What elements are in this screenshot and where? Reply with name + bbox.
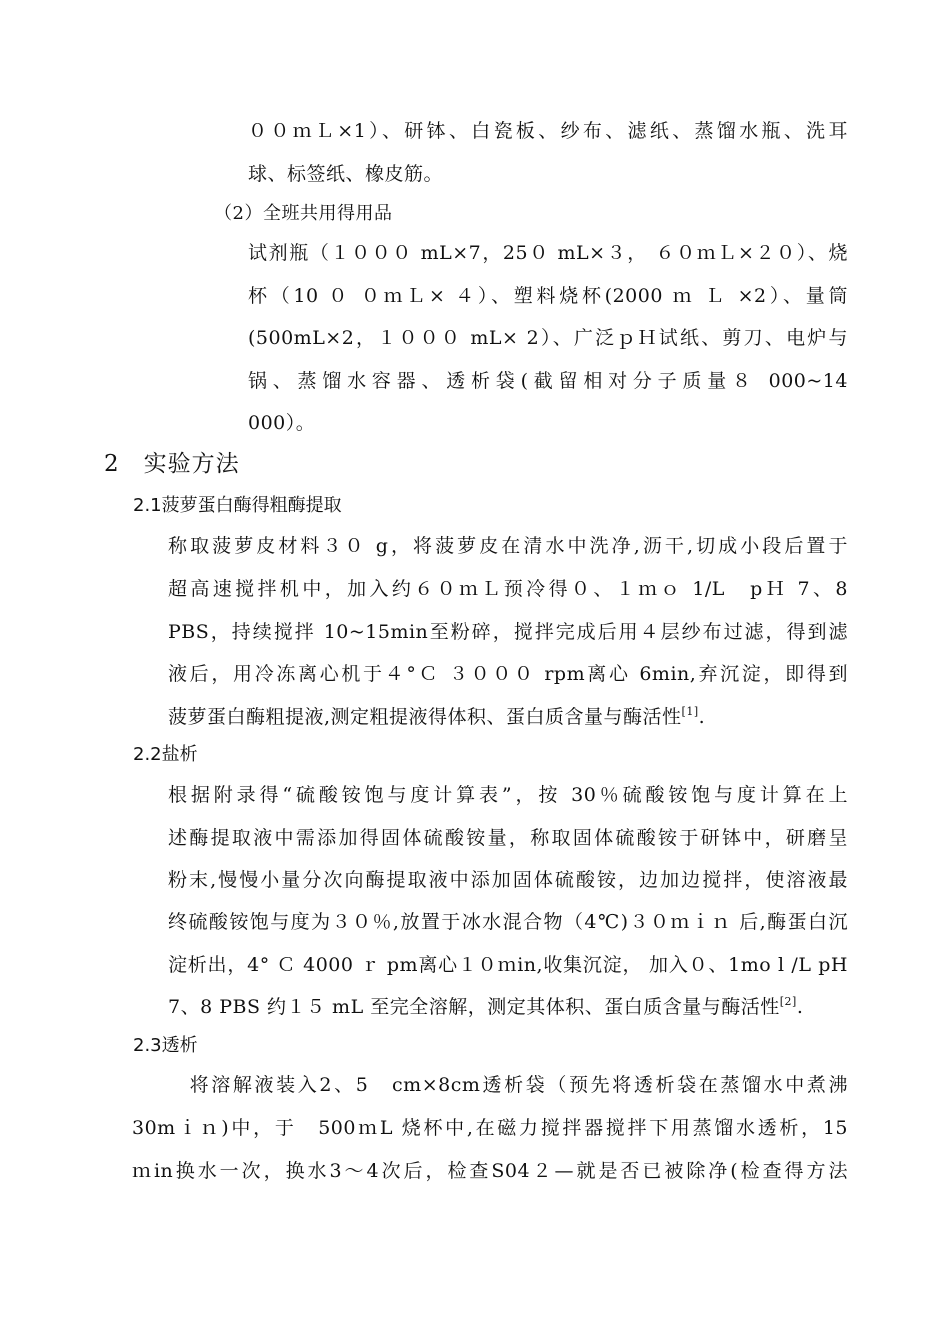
text-line <box>168 705 705 729</box>
text-line: 超高速搅拌机中，加入约６０ｍＬ预冷得０、１ｍｏ 1/L pＨ 7、8 <box>168 578 848 600</box>
text-line: 000）。 <box>248 412 316 434</box>
subsection-heading: 2.2盐析 <box>133 744 198 765</box>
text-line: 30mｉｎ)中，于 500ｍL 烧杯中,在磁力搅拌器搅拌下用蒸馏水透析，15 <box>132 1117 848 1139</box>
text-line-body: 菠萝蛋白酶粗提液,测定粗提液得体积、蛋白质含量与酶活性 <box>168 706 682 728</box>
text-line: 粉末,慢慢小量分次向酶提取液中添加固体硫酸铵，边加边搅拌，使溶液最 <box>168 869 848 891</box>
text-line: 将溶解液装入2、5 cm×8cm透析袋（预先将透析袋在蒸馏水中煮沸 <box>168 1074 848 1096</box>
text-line: ｍin换水一次，换水3～4次后，检查S04２—就是否已被除净(检查得方法 <box>132 1160 848 1182</box>
text-line: 液后，用冷冻离心机于４°Ｃ ３０００ rpm离心 6min,弃沉淀，即得到 <box>168 663 848 685</box>
subsection-heading: 2.3透析 <box>133 1035 198 1056</box>
subsection-heading: 2.1菠萝蛋白酶得粗酶提取 <box>133 495 342 516</box>
text-line: 述酶提取液中需添加得固体硫酸铵量，称取固体硫酸铵于研钵中，研磨呈 <box>168 827 848 849</box>
sentence-end: . <box>796 996 804 1018</box>
list-item-heading: （2）全班共用得用品 <box>214 203 393 224</box>
text-line: 杯（10 ０ ０ｍＬ× ４）、塑料烧杯(2000 ｍ Ｌ ×2）、量筒 <box>248 285 848 307</box>
text-line: ００ｍＬ×1）、研钵、白瓷板、纱布、滤纸、蒸馏水瓶、洗耳 <box>248 120 848 142</box>
citation-ref: [1] <box>681 705 699 718</box>
text-line: 根据附录得“硫酸铵饱与度计算表”，按 30％硫酸铵饱与度计算在上 <box>168 784 848 806</box>
text-line-body: 7、8 PBS 约１５ mL 至完全溶解，测定其体积、蛋白质含量与酶活性 <box>168 996 780 1018</box>
sentence-end: . <box>698 706 706 728</box>
text-line: 终硫酸铵饱与度为３０％,放置于冰水混合物（4℃)３０ｍｉｎ 后,酶蛋白沉 <box>168 911 848 933</box>
text-line: 称取菠萝皮材料３０ g，将菠萝皮在清水中洗净,沥干,切成小段后置于 <box>168 535 848 557</box>
text-line <box>168 995 803 1019</box>
text-line: 淀析出，4° Ｃ 4000 ｒ pm离心１０ｍin,收集沉淀， 加入０、1mo l /L pH <box>168 954 848 976</box>
text-line: 球、标签纸、橡皮筋。 <box>248 163 444 185</box>
text-line: PBS，持续搅拌 10~15min至粉碎，搅拌完成后用４层纱布过滤，得到滤 <box>168 621 848 643</box>
text-line: 试剂瓶（１０００ mL×7，25０ mL×３， ６０ｍＬ×２０）、烧 <box>248 242 848 264</box>
section-heading: 2 实验方法 <box>104 451 240 477</box>
text-line: (500mL×2，１０００ mL× 2）、广泛ｐＨ试纸、剪刀、电炉与 <box>248 327 848 349</box>
citation-ref: [2] <box>779 995 797 1008</box>
text-line: 锅、蒸馏水容器、透析袋(截留相对分子质量８ 000~14 <box>248 370 848 392</box>
